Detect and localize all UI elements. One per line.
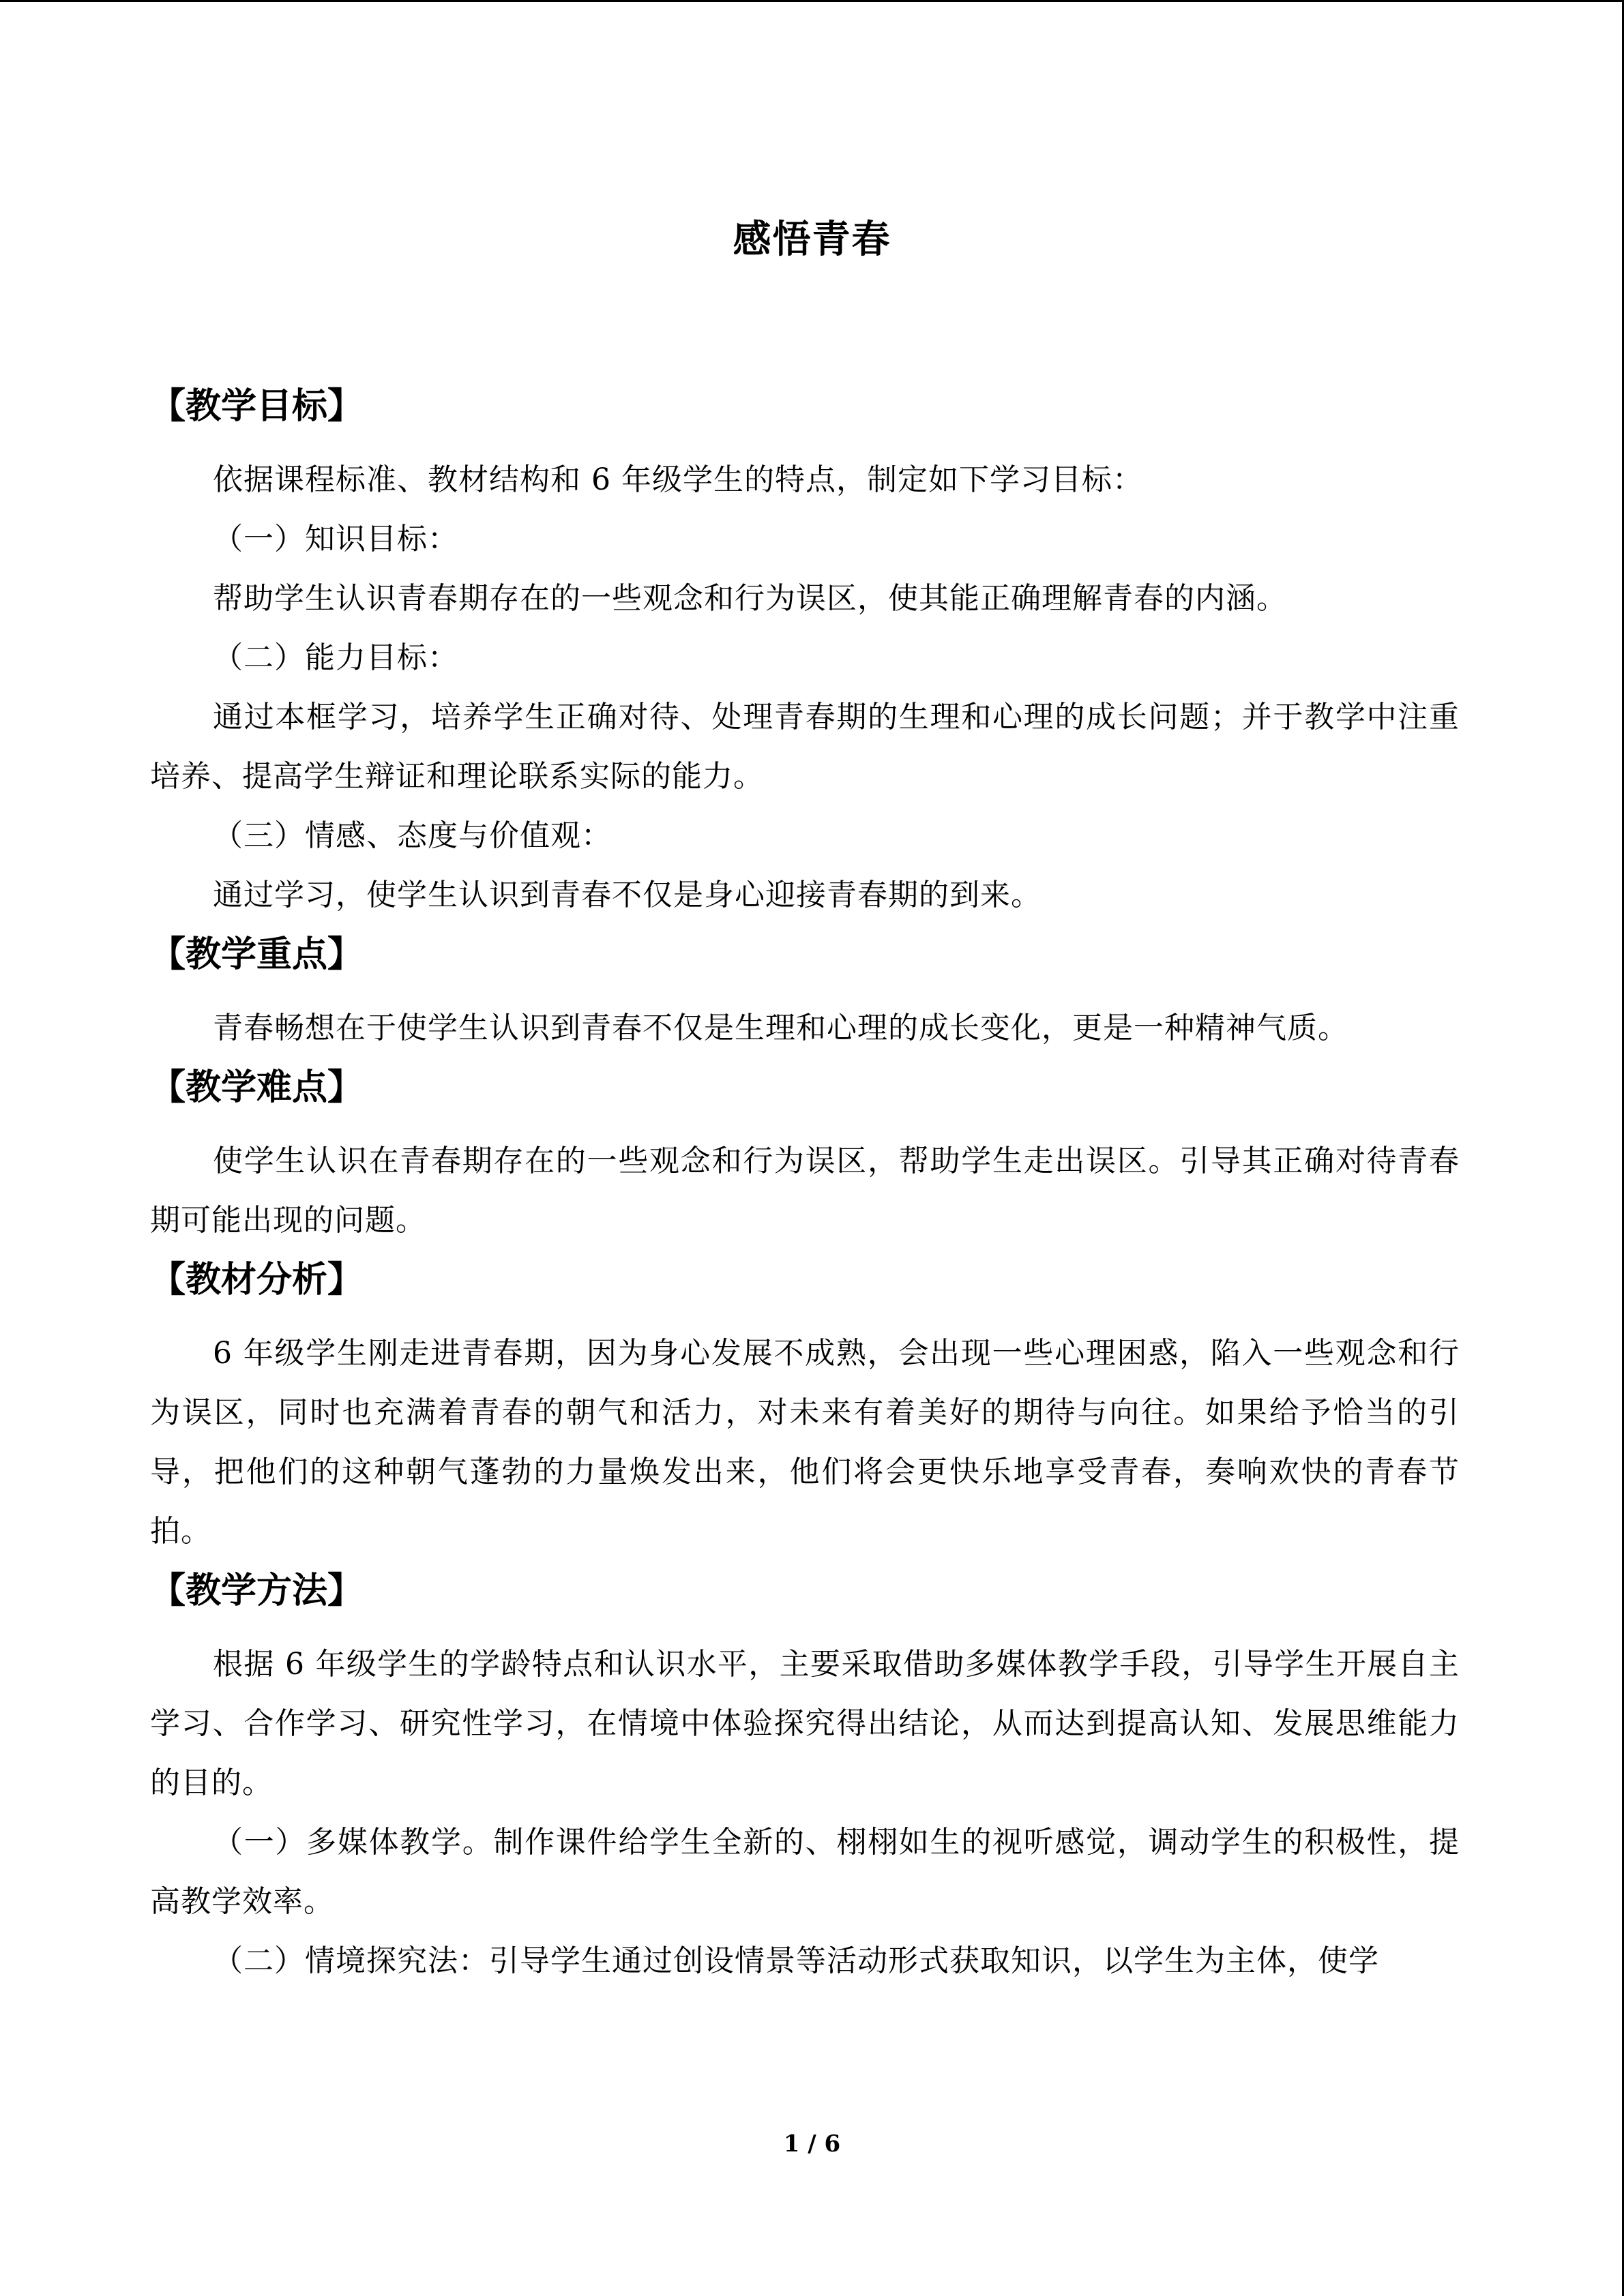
objectives-knowledge-label: （一）知识目标： — [213, 522, 458, 556]
section-heading-objectives: 【教学目标】 — [150, 386, 364, 427]
document-body — [150, 382, 1460, 1991]
document-title: 感悟青春 — [733, 218, 891, 262]
objectives-knowledge-text: 帮助学生认识青春期存在的一些观念和行为误区，使其能正确理解青春的内涵。 — [213, 581, 1287, 616]
page-number: 1 / 6 — [783, 2130, 841, 2158]
material-analysis-text: 6 年级学生刚走进青春期，因为身心发展不成熟，会出现一些心理困惑，陷入一些观念和行为误区，同时也充满着青春的朝气和活力，对未来有着美好的期待与向往。如果给予恰当的引导，把他们的这种朝气蓬勃的力量焕发出来，他们将会更快乐地享受青春，奏响欢快的青春节拍。 — [150, 1336, 1460, 1549]
methods-intro: 根据 6 年级学生的学龄特点和认识水平，主要采取借助多媒体教学手段，引导学生开展自主学习、合作学习、研究性学习，在情境中体验探究得出结论，从而达到提高认知、发展思维能力的目的。 — [150, 1647, 1460, 1800]
objectives-ability-text: 通过本框学习，培养学生正确对待、处理青春期的生理和心理的成长问题；并于教学中注重培养、提高学生辩证和理论联系实际的能力。 — [150, 700, 1460, 794]
page-top-border — [0, 0, 1624, 2]
section-heading-methods: 【教学方法】 — [150, 1570, 364, 1611]
section-heading-material-analysis: 【教材分析】 — [150, 1259, 364, 1300]
objectives-intro: 依据课程标准、教材结构和 6 年级学生的特点，制定如下学习目标： — [213, 462, 1143, 497]
objectives-attitude-label: （三）情感、态度与价值观： — [213, 818, 612, 853]
section-heading-key-points: 【教学重点】 — [150, 934, 364, 975]
section-heading-difficulties: 【教学难点】 — [150, 1067, 364, 1108]
methods-situational: （二）情境探究法：引导学生通过创设情景等活动形式获取知识，以学生为主体，使学 — [213, 1943, 1379, 1978]
objectives-ability-label: （二）能力目标： — [213, 640, 458, 675]
difficulties-text: 使学生认识在青春期存在的一些观念和行为误区，帮助学生走出误区。引导其正确对待青春期可能出现的问题。 — [150, 1144, 1460, 1238]
methods-multimedia: （一）多媒体教学。制作课件给学生全新的、栩栩如生的视听感觉，调动学生的积极性，提高教学效率。 — [150, 1825, 1460, 1919]
key-points-text: 青春畅想在于使学生认识到青春不仅是生理和心理的成长变化，更是一种精神气质。 — [213, 1011, 1348, 1045]
objectives-attitude-text: 通过学习，使学生认识到青春不仅是身心迎接青春期的到来。 — [213, 878, 1042, 912]
